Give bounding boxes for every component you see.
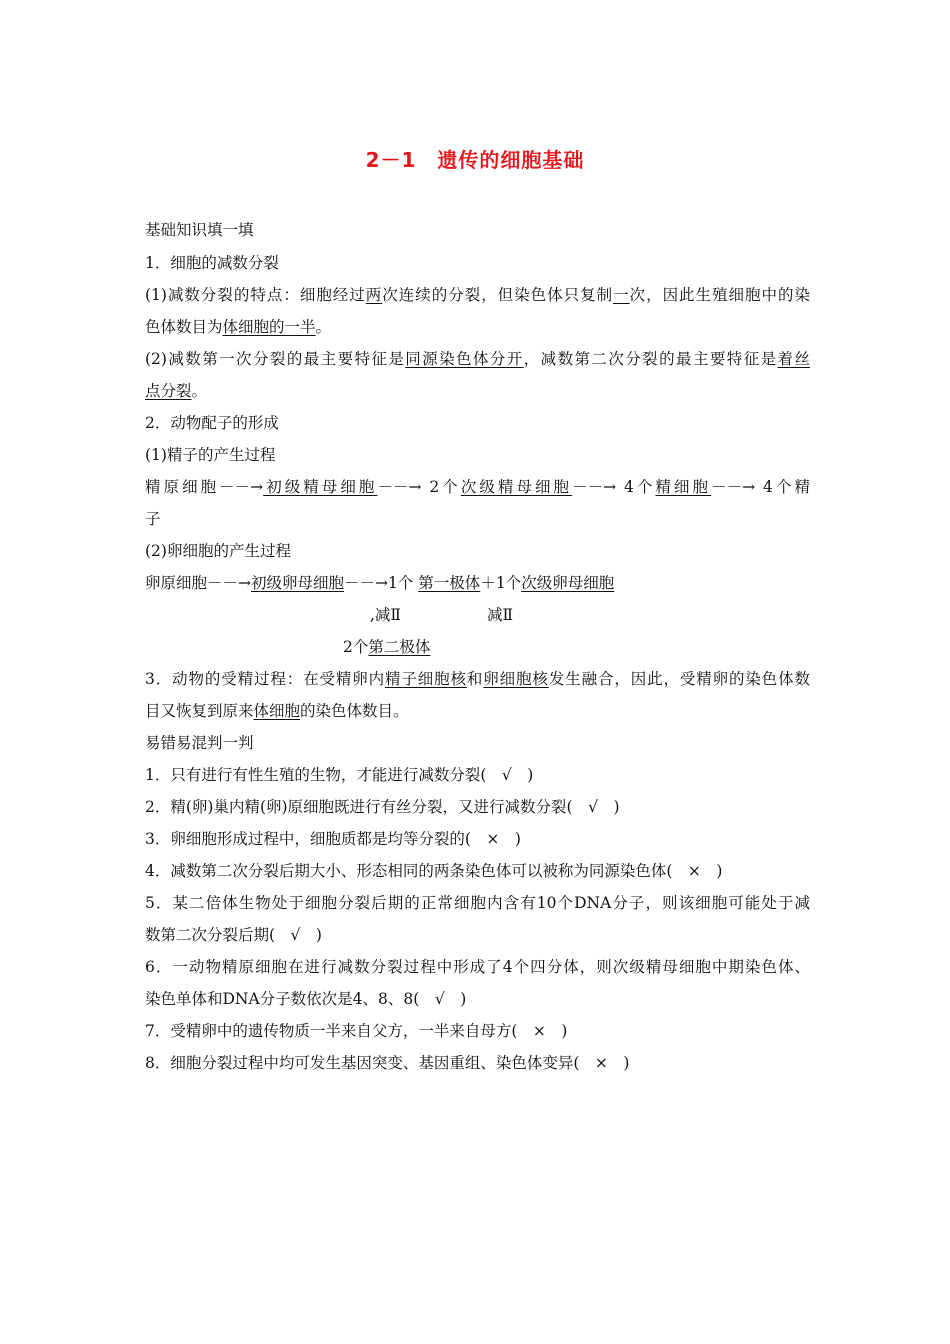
text: (1)减数分裂的特点：细胞经过 [145,286,366,304]
text: 和 [466,670,484,688]
judge-item-8: 8．细胞分裂过程中均可发生基因突变、基因重组、染色体变异( × ) [145,1054,630,1072]
answer-blank: 次级卵母细胞 [521,574,615,592]
judge-item-5-line1: 5．某二倍体生物处于细胞分裂后期的正常细胞内含有10个DNA分子，则该细胞可能处于减 [145,894,810,912]
text: 次连续的分裂，但染色体只复制 [382,286,614,304]
sperm-process-line1 [145,477,810,497]
text: －－→1个 [344,574,419,592]
answer-blank: 体细胞的一半 [222,318,316,336]
item2-heading: 2．动物配子的形成 [145,414,279,432]
text: 。 [191,382,208,400]
answer-blank: 精细胞 [655,478,712,496]
item3-line1 [145,669,810,689]
text: 色体数目为 [145,318,223,336]
text: 目又恢复到原来 [145,702,254,720]
text: －－→ 2个 [377,478,461,496]
text: 3．动物的受精过程：在受精卵内 [145,670,386,688]
item1-heading: 1．细胞的减数分裂 [145,254,279,272]
egg-process-line3 [343,637,430,657]
text: (2)减数第一次分裂的最主要特征是 [145,350,406,368]
text: 的染色体数目。 [300,702,409,720]
text: 卵原细胞－－→ [145,574,251,592]
answer-blank: 体细胞 [253,702,301,720]
item2-sub1: (1)精子的产生过程 [145,446,276,464]
text: －－→ 4个精 [711,478,811,496]
section-heading-judge: 易错易混判一判 [145,734,254,752]
judge-item-5-line2: 数第二次分裂后期( √ ) [145,926,322,944]
judge-item-6-line1: 6．一动物精原细胞在进行减数分裂过程中形成了4个四分体，则次级精母细胞中期染色体、 [145,958,810,976]
answer-blank: 点分裂 [145,382,192,400]
egg-label-meiosis2-a: ,减Ⅱ [370,606,401,624]
section-heading-basics: 基础知识填一填 [145,221,254,239]
item1-p2-line2 [145,381,810,401]
answer-blank: 一 [613,286,630,304]
item2-sub2: (2)卵细胞的产生过程 [145,542,291,560]
egg-process-line1 [145,573,810,593]
judge-item-3: 3．卵细胞形成过程中，细胞质都是均等分裂的( × ) [145,830,521,848]
answer-blank: 第二极体 [368,638,431,656]
text: －－→ 4个 [572,478,656,496]
answer-blank: 初级精母细胞 [263,478,378,496]
text: ＋1个 [480,574,522,592]
text: 。 [315,318,332,336]
sperm-process-line2: 子 [145,510,161,528]
judge-item-7: 7．受精卵中的遗传物质一半来自父方，一半来自母方( × ) [145,1022,568,1040]
answer-blank: 同源染色体分开 [405,350,524,368]
judge-item-1: 1．只有进行有性生殖的生物，才能进行减数分裂( √ ) [145,766,534,784]
item3-line2 [145,701,810,721]
text: 2个 [343,638,369,656]
answer-blank: 第一极体 [418,574,481,592]
egg-label-meiosis2-b: 减Ⅱ [487,606,514,624]
answer-blank: 着丝 [777,350,810,368]
text: 发生融合，因此，受精卵的染色体数 [548,670,810,688]
text: ，减数第二次分裂的最主要特征是 [523,350,778,368]
judge-item-4: 4．减数第二次分裂后期大小、形态相同的两条染色体可以被称为同源染色体( × ) [145,862,723,880]
text: 次，因此生殖细胞中的染 [629,286,810,304]
judge-item-6-line2: 染色单体和DNA分子数依次是4、8、8( √ ) [145,990,467,1008]
page-title: 2－1 遗传的细胞基础 [365,148,585,172]
item1-p2-line1 [145,349,810,369]
item1-p1-line2 [145,317,810,337]
answer-blank: 初级卵母细胞 [251,574,345,592]
item1-p1-line1 [145,285,810,305]
text: 精原细胞－－→ [145,478,264,496]
judge-item-2: 2．精(卵)巢内精(卵)原细胞既进行有丝分裂，又进行减数分裂( √ ) [145,798,620,816]
answer-blank: 精子细胞核 [385,670,467,688]
answer-blank: 次级精母细胞 [460,478,573,496]
answer-blank: 两 [365,286,383,304]
answer-blank: 卵细胞核 [483,670,549,688]
